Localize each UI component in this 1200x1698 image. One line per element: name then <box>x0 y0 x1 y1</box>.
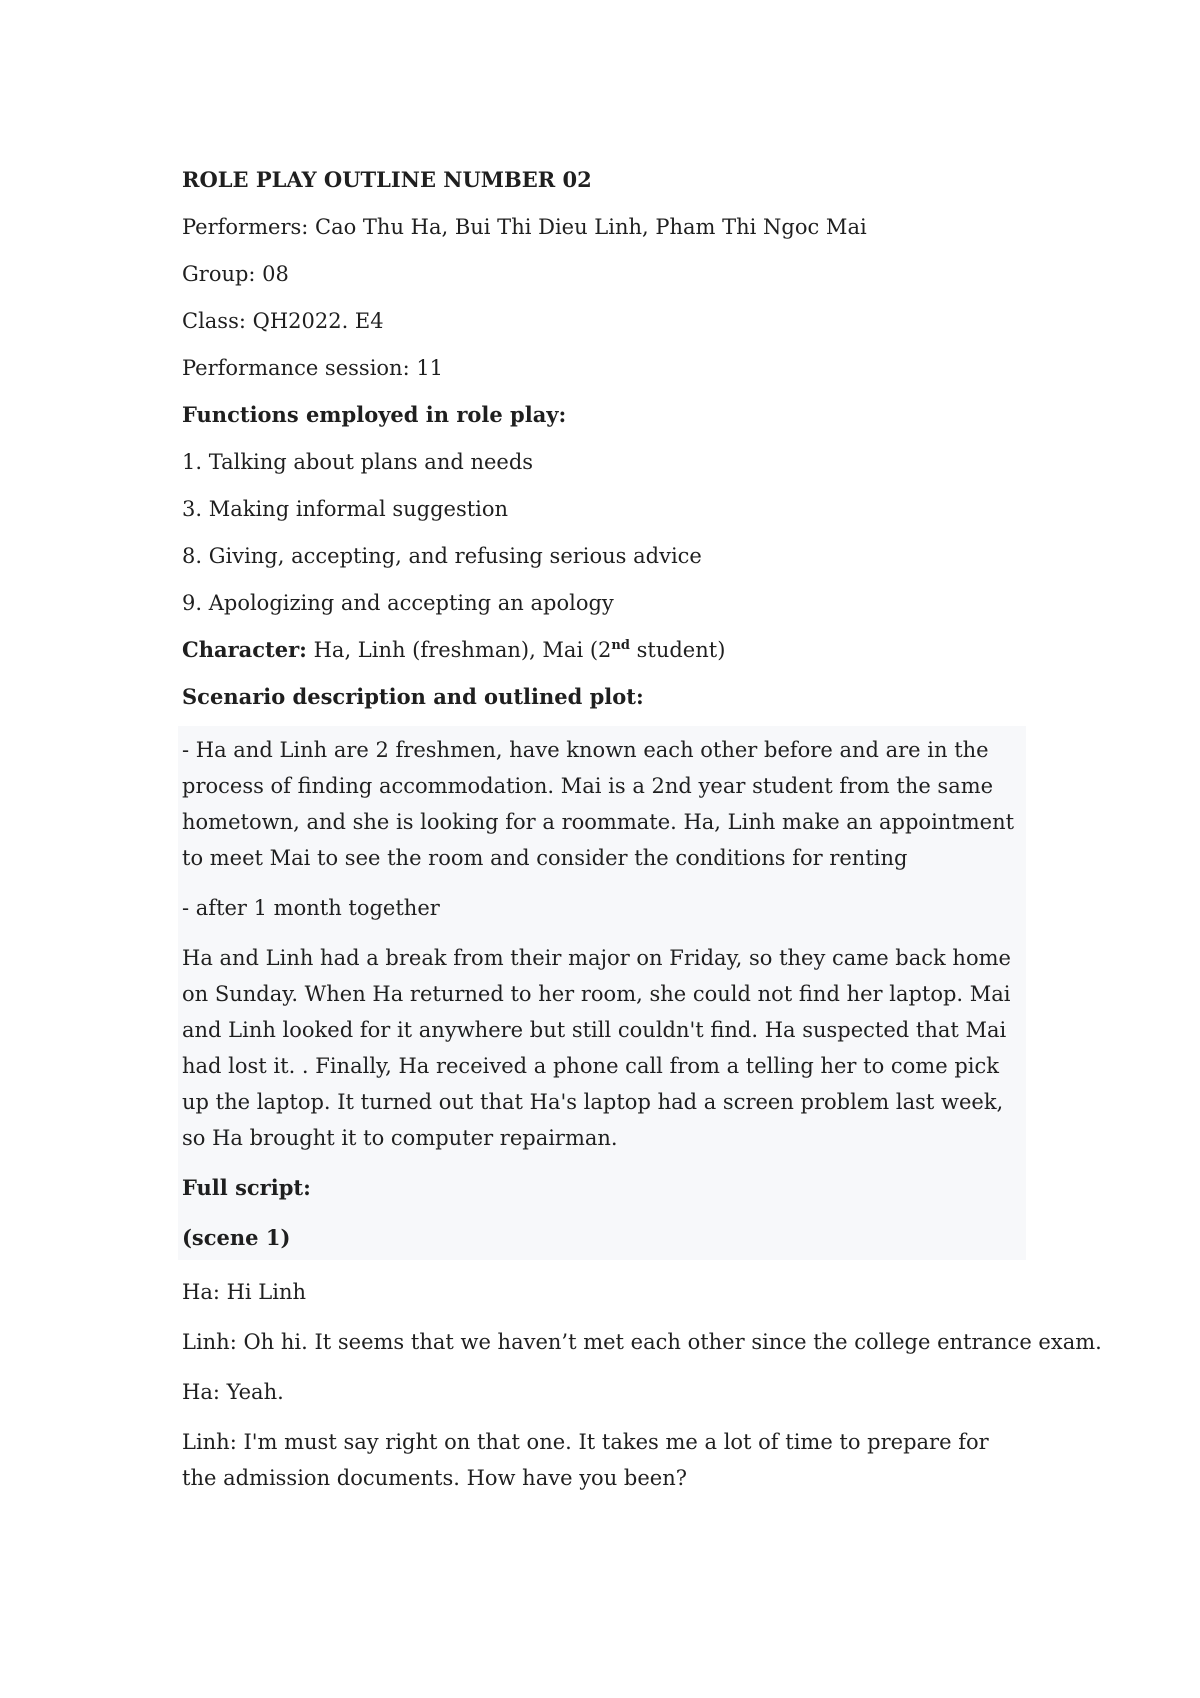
dialogue-line: Linh: I'm must say right on that one. It takes me a lot of time to prepare for the admission documents. How have you been? <box>182 1430 989 1490</box>
character-text-end: student) <box>629 638 726 662</box>
scenario-block <box>178 726 1026 1260</box>
function-item: 9. Apologizing and accepting an apology <box>182 591 614 615</box>
scenario-paragraph: - Ha and Linh are 2 freshmen, have known each other before and are in the process of finding accommodation. Mai is a 2nd year student from the same hometown, and she is looking for a roommate. Ha, Linh make an appointment to meet Mai to see the room and consider the conditions for renting <box>182 738 1015 870</box>
functions-heading: Functions employed in role play: <box>182 402 567 427</box>
performers-line: Performers: Cao Thu Ha, Bui Thi Dieu Linh, Pham Thi Ngoc Mai <box>182 215 867 239</box>
ordinal-suffix: nd <box>611 638 630 653</box>
document-page <box>182 162 1102 1510</box>
full-script-heading: Full script: <box>182 1175 311 1200</box>
character-line <box>182 632 1022 668</box>
group-line: Group: 08 <box>182 262 289 286</box>
dialogue-line: Linh: Oh hi. It seems that we haven’t met each other since the college entrance exam. <box>182 1330 1102 1354</box>
session-line: Performance session: 11 <box>182 356 444 380</box>
scenario-paragraph: - after 1 month together <box>182 896 440 920</box>
function-item: 3. Making informal suggestion <box>182 497 509 521</box>
function-item: 8. Giving, accepting, and refusing serious advice <box>182 544 702 568</box>
character-text: Ha, Linh (freshman), Mai (2 <box>306 638 612 662</box>
scene-heading: (scene 1) <box>182 1225 291 1250</box>
character-label: Character: <box>182 637 307 662</box>
dialogue <box>182 1274 1102 1496</box>
function-item: 1. Talking about plans and needs <box>182 450 534 474</box>
scenario-paragraph: Ha and Linh had a break from their major on Friday, so they came back home on Sunday. When Ha returned to her room, she could not find her laptop. Mai and Linh looked for it anywhere but still couldn't find. Ha suspected that Mai had lost it. . Finally, Ha received a phone call from a telling her to come pick up the laptop. It turned out that Ha's laptop had a screen problem last week, so Ha brought it to computer repairman. <box>182 946 1011 1150</box>
dialogue-line: Ha: Yeah. <box>182 1380 284 1404</box>
scenario-heading: Scenario description and outlined plot: <box>182 684 644 709</box>
dialogue-line: Ha: Hi Linh <box>182 1280 307 1304</box>
class-line: Class: QH2022. E4 <box>182 309 384 333</box>
document-title: ROLE PLAY OUTLINE NUMBER 02 <box>182 167 592 192</box>
